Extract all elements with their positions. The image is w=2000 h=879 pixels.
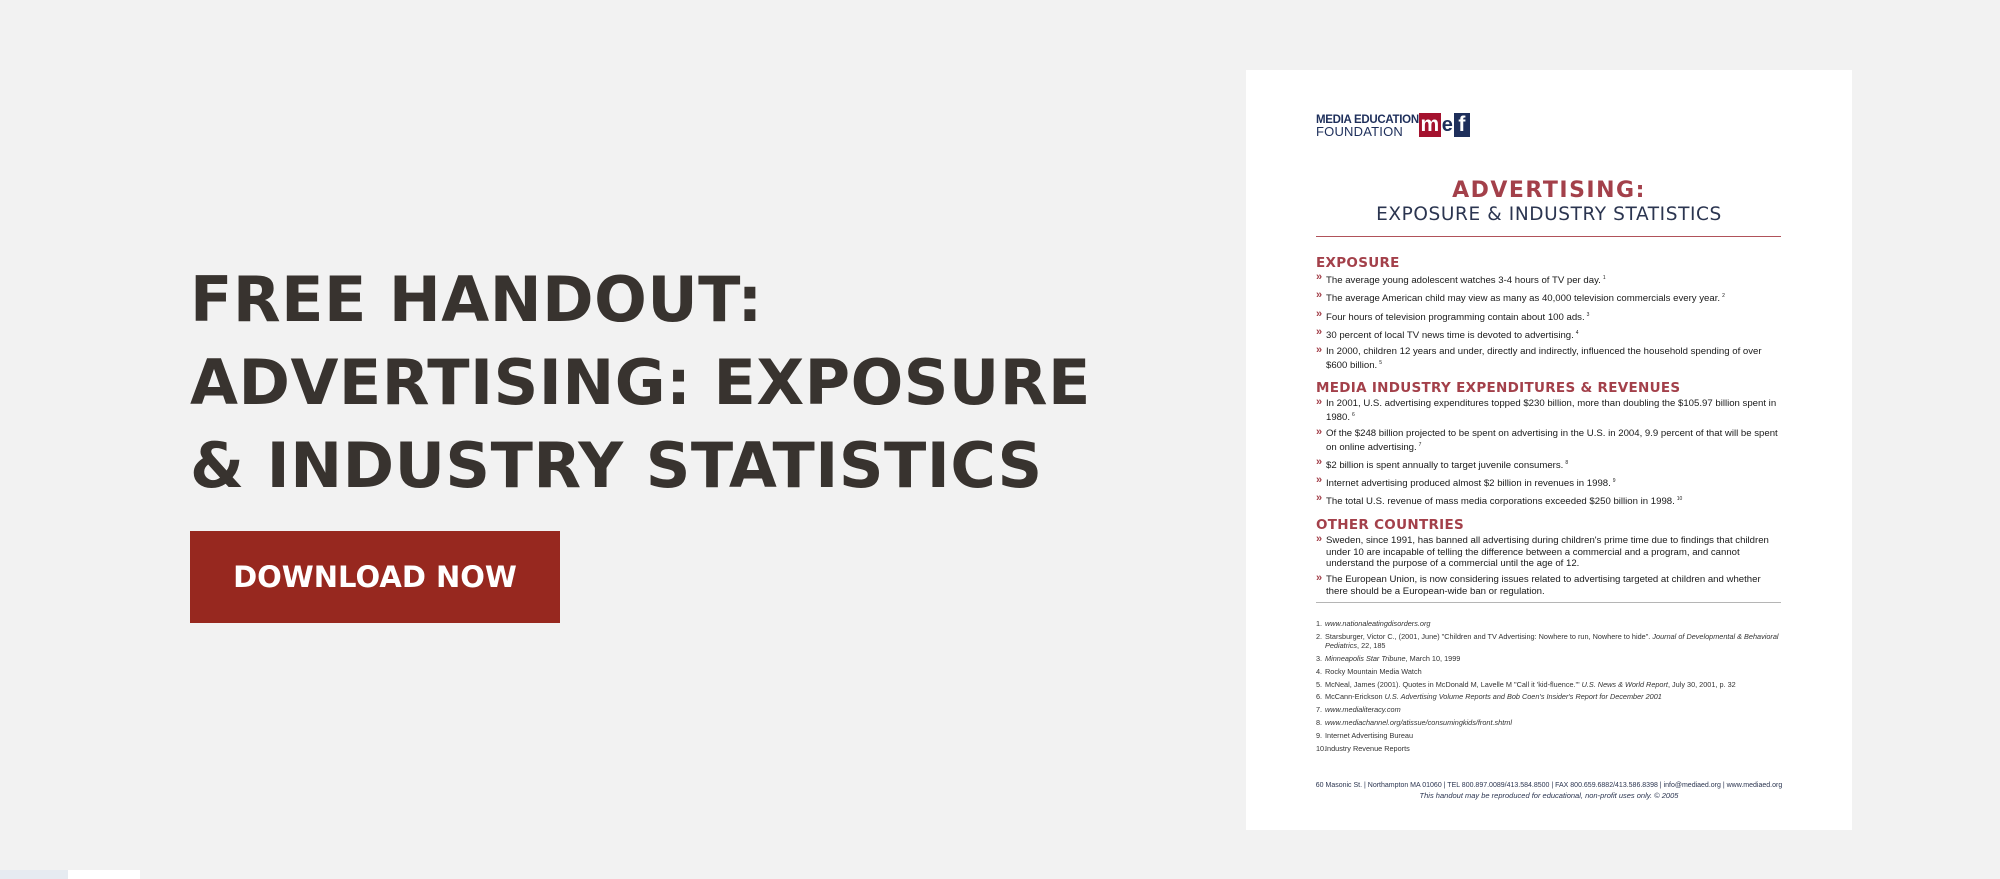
reference-tail: , July 30, 2001, p. 32 [1667, 679, 1736, 689]
bullet-ref: 8 [1565, 459, 1569, 466]
reference-item [1316, 744, 1781, 754]
reference-item [1316, 692, 1781, 702]
footer-note: This handout may be reproduced for educational, non-profit uses only. © 2005 [1419, 791, 1679, 800]
reference-number: 8. [1316, 718, 1323, 728]
reference-number: 4. [1316, 666, 1323, 676]
title-divider [1316, 236, 1781, 237]
section-other-countries [1316, 517, 1781, 597]
bullet-text: Four hours of television programming contain about 100 ads. [1326, 311, 1585, 323]
logo-mark-e: e [1441, 113, 1453, 136]
bullet-text: $2 billion is spent annually to target juvenile consumers. [1326, 460, 1564, 472]
hero-title-line: FREE HANDOUT: [190, 263, 763, 336]
reference-item [1316, 654, 1781, 664]
bullet-item [1316, 346, 1781, 371]
bullet-text: Of the $248 billion projected to be spent on advertising in the U.S. in 2004, 9.9 percent of that will be spent on online advertising. [1326, 428, 1778, 453]
bullet-item [1316, 458, 1781, 472]
handout-footer [1246, 782, 1852, 800]
reference-number: 5. [1316, 679, 1323, 689]
reference-number: 7. [1316, 705, 1323, 715]
bullet-item [1316, 574, 1781, 597]
reference-text: Internet Advertising Bureau [1325, 730, 1414, 740]
logo-mark-f: f [1454, 113, 1470, 137]
hero-title-line: ADVERTISING: EXPOSURE [190, 346, 1091, 419]
hero-title-line: & INDUSTRY STATISTICS [190, 429, 1043, 502]
bullet-text: The European Union, is now considering issues related to advertising targeted at children and whether there should be a European-wide ban or regulation. [1326, 574, 1761, 597]
bullet-item [1316, 476, 1781, 490]
bullet-text: In 2000, children 12 years and under, directly and indirectly, influenced the household spending of over $600 billion. [1326, 346, 1762, 371]
handout-body [1316, 255, 1781, 606]
references-divider [1316, 602, 1781, 603]
handout-preview[interactable] [1246, 70, 1852, 830]
reference-item [1316, 632, 1781, 651]
bullet-text: 30 percent of local TV news time is devoted to advertising. [1326, 330, 1574, 342]
bullet-ref: 5 [1379, 359, 1382, 366]
logo-mark-m: m [1420, 113, 1440, 136]
reference-italic: www.mediachannel.org/atissue/consumingkids/front.shtml [1325, 718, 1512, 728]
reference-italic: Journal of Developmental & Behavioral Pediatrics [1325, 631, 1779, 651]
handout-title-main: ADVERTISING: [1452, 178, 1646, 203]
reference-number: 10. [1316, 743, 1327, 753]
bullet-text: The average American child may view as many as 40,000 television commercials every year. [1326, 293, 1721, 305]
bullet-text: In 2001, U.S. advertising expenditures topped $230 billion, more than doubling the $105.97 billion spent in 1980. [1326, 398, 1777, 423]
bottom-edge-strip-part [0, 870, 68, 879]
reference-number: 9. [1316, 730, 1323, 740]
bullet-ref: 10 [1676, 496, 1683, 503]
bullet-item [1316, 328, 1781, 342]
bullet-text: Sweden, since 1991, has banned all advertising during children's prime time due to findings that children under 10 are incapable of telling the difference between a commercial and a program, and cannot understand the purpose of a commercial until the age of 12. [1326, 535, 1769, 570]
bullet-ref: 6 [1352, 411, 1355, 418]
hero-title [190, 258, 1091, 507]
logo-line-2: FOUNDATION [1316, 124, 1403, 139]
reference-text: Starsburger, Victor C., (2001, June) "Children and TV Advertising: Nowhere to run, Nowhere to hide". [1325, 631, 1651, 641]
bullet-list [1316, 398, 1781, 508]
bullet-item [1316, 494, 1781, 508]
reference-item [1316, 667, 1781, 677]
reference-item [1316, 619, 1781, 629]
reference-italic: U.S. News & World Report [1581, 679, 1668, 689]
reference-number: 6. [1316, 692, 1323, 702]
reference-tail: , March 10, 1999 [1405, 654, 1461, 664]
reference-number: 3. [1316, 654, 1323, 664]
handout-title-sub: EXPOSURE & INDUSTRY STATISTICS [1376, 204, 1722, 225]
section-expenditures [1316, 380, 1781, 508]
download-now-button[interactable]: DOWNLOAD NOW [190, 531, 560, 623]
bullet-ref: 3 [1586, 311, 1590, 318]
reference-tail: , 22, 185 [1357, 641, 1386, 651]
logo-line-1: MEDIA EDUCATION [1316, 114, 1419, 126]
mef-logo [1316, 111, 1470, 137]
bullet-item [1316, 398, 1781, 423]
bullet-item [1316, 310, 1781, 324]
section-heading: MEDIA INDUSTRY EXPENDITURES & REVENUES [1316, 380, 1681, 397]
reference-text: McCann-Erickson [1325, 692, 1383, 702]
section-heading: EXPOSURE [1316, 255, 1400, 271]
bottom-edge-strip [0, 870, 140, 879]
bullet-text: Internet advertising produced almost $2 billion in revenues in 1998. [1326, 478, 1611, 490]
bullet-text: The total U.S. revenue of mass media corporations exceeded $250 billion in 1998. [1326, 496, 1675, 508]
bullet-ref: 2 [1722, 293, 1725, 300]
footer-address: 60 Masonic St. | Northampton MA 01060 | TEL 800.897.0089/413.584.8500 | FAX 800.659.6882/413.586.8398 | info@mediaed.org | www.mediaed.org [1315, 782, 1783, 789]
reference-item [1316, 731, 1781, 741]
reference-text: Industry Revenue Reports [1325, 743, 1410, 753]
bullet-ref: 4 [1575, 329, 1579, 336]
hero-section [190, 258, 1091, 507]
bullet-item [1316, 291, 1781, 305]
bullet-ref: 7 [1418, 441, 1422, 448]
bullet-ref: 9 [1612, 478, 1616, 485]
section-exposure [1316, 255, 1781, 371]
reference-number: 2. [1316, 631, 1323, 641]
bullet-item [1316, 273, 1781, 287]
handout-title [1246, 178, 1852, 225]
reference-item [1316, 705, 1781, 715]
bullet-item [1316, 535, 1781, 570]
bullet-text: The average young adolescent watches 3-4 hours of TV per day. [1326, 275, 1601, 287]
reference-number: 1. [1316, 619, 1323, 628]
reference-item [1316, 680, 1781, 690]
reference-item [1316, 718, 1781, 728]
bullet-ref: 1 [1602, 275, 1606, 281]
bullet-list [1316, 273, 1781, 371]
references-list [1316, 619, 1781, 756]
logo-wordmark [1316, 115, 1419, 137]
reference-text: Rocky Mountain Media Watch [1325, 666, 1422, 676]
bullet-list [1316, 535, 1781, 597]
reference-italic: U.S. Advertising Volume Reports and Bob Coen's Insider's Report for December 2001 [1384, 692, 1662, 702]
mef-mark-icon [1419, 113, 1470, 137]
reference-italic: www.medialiteracy.com [1325, 705, 1401, 715]
reference-italic: Minneapolis Star Tribune [1325, 654, 1406, 664]
section-heading: OTHER COUNTRIES [1316, 517, 1465, 534]
reference-text: McNeal, James (2001). Quotes in McDonald M, Lavelle M "Call it 'kid-fluence.'" [1325, 679, 1580, 689]
reference-italic: www.nationaleatingdisorders.org [1325, 619, 1431, 628]
bullet-item [1316, 428, 1781, 453]
